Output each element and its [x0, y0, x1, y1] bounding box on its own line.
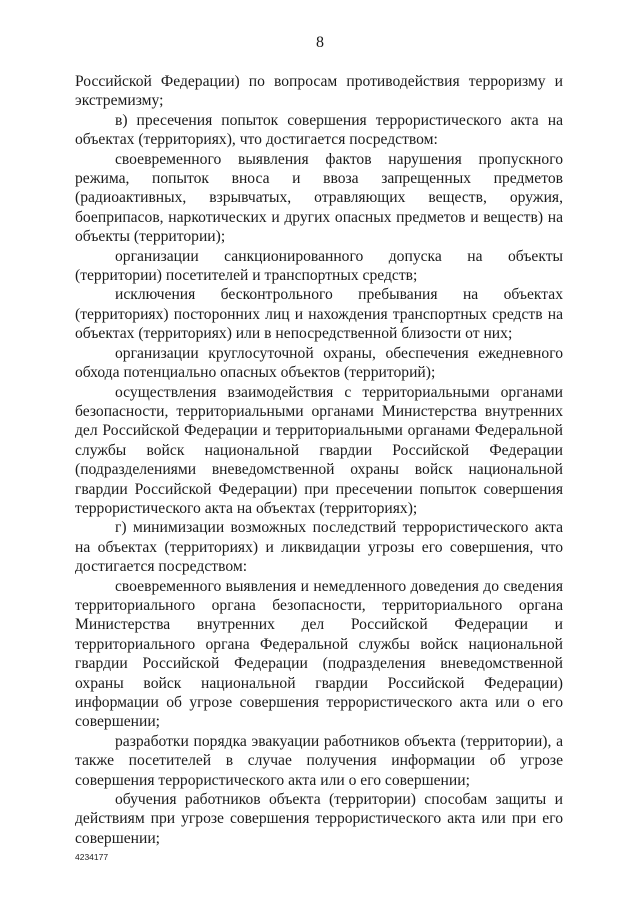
paragraph: своевременного выявления фактов нарушения пропускного режима, попыток вноса и ввоза запрещенных предметов (радиоактивных, взрывчатых, отравляющих веществ, оружия, боеприпасов, наркотических и других опасных предметов и веществ) на объекты (территории);: [75, 150, 563, 246]
paragraph: в) пресечения попыток совершения террористического акта на объектах (территориях), что достигается посредством:: [75, 111, 563, 149]
paragraph: разработки порядка эвакуации работников объекта (территории), а также посетителей в случае получения информации об угрозе совершения террористического акта или о его совершении;: [75, 732, 563, 789]
paragraph: Российской Федерации) по вопросам противодействия терроризму и экстремизму;: [75, 73, 563, 110]
paragraph: организации санкционированного допуска на объекты (территории) посетителей и транспортных средств;: [75, 247, 563, 285]
paragraph: осуществления взаимодействия с территориальными органами безопасности, территориальными органами Министерства внутренних дел Российской Федерации и территориальными органами Федеральной службы войск национальной гвардии Российской Федерации (подразделениями вневедомственной охраны войск национальной гвардии Российской Федерации) при пресечении попыток совершения террористического акта на объектах (территориях);: [75, 383, 563, 517]
paragraph: г) минимизации возможных последствий террористического акта на объектах (территориях) и ликвидации угрозы его совершения, что достигается посредством:: [75, 519, 563, 576]
paragraph: организации круглосуточной охраны, обеспечения ежедневного обхода потенциально опасных объектов (территорий);: [75, 344, 563, 382]
document-code: 4234177: [75, 852, 109, 862]
page-number: 8: [316, 34, 324, 51]
paragraph: исключения бесконтрольного пребывания на объектах (территориях) посторонних лиц и нахождения транспортных средств на объектах (территориях) или в непосредственной близости от них;: [75, 286, 563, 343]
paragraph: своевременного выявления и немедленного доведения до сведения территориального органа безопасности, территориального органа Министерства внутренних дел Российской Федерации и территориального органа Федеральной службы войск национальной гвардии Российской Федерации (подразделения вневедомственной охраны войск национальной гвардии Российской Федерации) информации об угрозе совершения террористического акта или о его совершении;: [75, 577, 563, 731]
document-body: [75, 72, 563, 848]
paragraph: обучения работников объекта (территории) способам защиты и действиям при угрозе совершения террористического акта или при его совершении;: [75, 791, 563, 847]
